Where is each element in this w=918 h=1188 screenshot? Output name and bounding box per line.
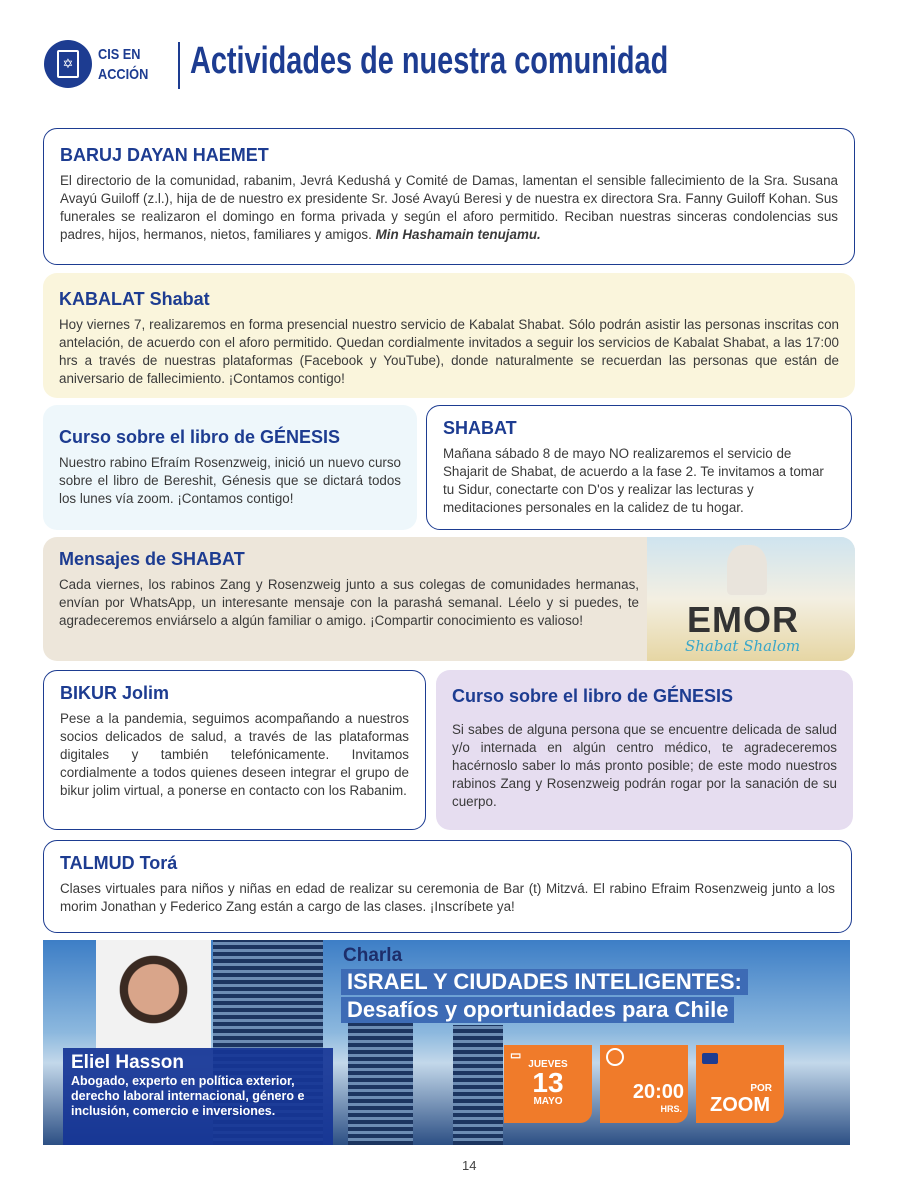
banner-headline-2: Desafíos y oportunidades para Chile	[341, 997, 734, 1023]
via-label: POR	[750, 1083, 772, 1094]
emor-title: EMOR	[687, 599, 799, 640]
section-body: Hoy viernes 7, realizaremos en forma presencial nuestro servicio de Kabalat Shabat. Sólo podrán asistir las personas inscritas con antelación, de acuerdo con el aforo permitido. Quedan cordialmente invitados a seguir los servicios de Kabalat Shabat, a las 17:00 hrs a través de nuestras plataformas (Facebook y YouTube), donde naturalmente se recuerdan las personas que están de aniversario de fallecimiento. ¡Contamos contigo!	[59, 317, 839, 386]
section-title: SHABAT	[443, 418, 517, 438]
section-body: Pese a la pandemia, seguimos acompañando a nuestros socios delicados de salud, a través de las plataformas digitales y también telefónicamente. Invitamos cordialmente a todos quienes deseen integrar el grupo de bikur jolim virtual, a ponerse en contacto con los Rabanim.	[60, 711, 409, 798]
genesis-prayer-section	[436, 670, 853, 830]
section-body: Si sabes de alguna persona que se encuentre delicada de salud y/o internada en algún centro médico, te agradeceremos hacérnoslo saber lo más pronto posible; de este modo nuestros rabinos Zang y Rosenzweig podrán rogar por la sanación de su cuerpo.	[452, 722, 837, 809]
via-value: ZOOM	[710, 1094, 770, 1116]
body-text: El directorio de la comunidad, rabanim, Jevrá Kedushá y Comité de Damas, lamentan el sensible fallecimiento de la Sra. Susana Avayú Guiloff (z.l.), hija de de nuestro ex presidente Sr. José Avayú Beresi y de nuestra ex directora Sra. Fanny Guiloff Kohan. Sus funerales se realizaron el domingo en forma privada y según el aforo permitido. Reciban nuestras sinceras condolencias sus padres, hijos, hermanos, nietos, familiares y amigos.	[60, 173, 838, 242]
kabalat-section	[43, 273, 855, 398]
section-title: Curso sobre el libro de GÉNESIS	[59, 427, 341, 447]
section-title: Mensajes de SHABAT	[59, 549, 245, 569]
banner-headline-1: ISRAEL Y CIUDADES INTELIGENTES:	[341, 969, 748, 995]
section-title: Curso sobre el libro de GÉNESIS	[452, 686, 734, 706]
building-image	[453, 1025, 503, 1145]
header-divider	[178, 42, 180, 89]
date-month: MAYO	[533, 1096, 563, 1107]
cis-logo-icon: ✡	[44, 40, 92, 88]
date-box	[504, 1045, 592, 1123]
date-day: JUEVES	[528, 1059, 568, 1070]
section-title: KABALAT Shabat	[59, 289, 210, 309]
video-camera-icon	[702, 1053, 718, 1064]
section-title: BIKUR Jolim	[60, 683, 170, 703]
kicker-line1: CIS EN	[98, 46, 141, 63]
section-title: BARUJ DAYAN HAEMET	[60, 145, 269, 165]
speaker-photo	[96, 940, 211, 1050]
time-unit: HRS.	[660, 1104, 682, 1114]
building-image	[348, 1010, 413, 1145]
speaker-bio: Abogado, experto en política exterior, derecho laboral internacional, género e inclusión, comercio e inversiones.	[71, 1074, 305, 1118]
zoom-box	[696, 1045, 784, 1123]
clock-icon	[606, 1048, 624, 1066]
baruj-section	[43, 128, 855, 265]
talmud-section	[43, 840, 852, 933]
page-number: 14	[462, 1158, 477, 1173]
figure-illustration	[727, 545, 767, 595]
speaker-name: Eliel Hasson	[71, 1052, 184, 1073]
kicker-line2: ACCIÓN	[98, 66, 149, 83]
emor-subtitle: Shabat Shalom	[685, 637, 801, 655]
calendar-icon: ▭	[510, 1048, 522, 1062]
mensajes-section	[43, 537, 855, 661]
section-kicker	[98, 45, 148, 85]
time-value: 20:00	[632, 1081, 684, 1103]
section-title: TALMUD Torá	[60, 853, 178, 873]
section-body: Mañana sábado 8 de mayo NO realizaremos el servicio de Shajarit de Shabat, de acuerdo a la fase 2. Te invitamos a tomar tu Sidur, conectarte con D'os y realizar las lecturas y meditaciones personales en la calidez de tu hogar.	[443, 446, 824, 515]
section-body: Nuestro rabino Efraím Rosenzweig, inició un nuevo curso sobre el libro de Bereshit, Génesis que se dictará todos los lunes vía zoom. ¡Contamos contigo!	[59, 455, 401, 506]
section-body: Clases virtuales para niños y niñas en edad de realizar su ceremonia de Bar (t) Mitzvá. El rabino Efraim Rosenzweig junto a los morim Jonathan y Federico Zang están a cargo de las clases. ¡Inscríbete ya!	[60, 881, 835, 914]
section-body	[60, 172, 838, 244]
time-box	[600, 1045, 688, 1123]
charla-banner	[43, 940, 850, 1145]
genesis-course-section	[43, 405, 417, 530]
section-body: Cada viernes, los rabinos Zang y Rosenzweig junto a sus colegas de comunidades hermanas, envían por WhatsApp, un interesante mensaje con la parashá semanal. Léelo y si puedes, te agradeceremos enviárselo a algún familiar o amigo. ¡Compartir conocimiento es valioso!	[59, 577, 639, 628]
date-number: 13	[532, 1067, 564, 1098]
bikur-section	[43, 670, 426, 830]
speaker-box	[63, 1048, 333, 1145]
shabat-section	[426, 405, 852, 530]
emor-image	[647, 537, 855, 661]
banner-kicker: Charla	[343, 945, 403, 966]
page-title: Actividades de nuestra comunidad	[190, 40, 669, 82]
blessing-text: Min Hashamain tenujamu.	[375, 227, 541, 242]
